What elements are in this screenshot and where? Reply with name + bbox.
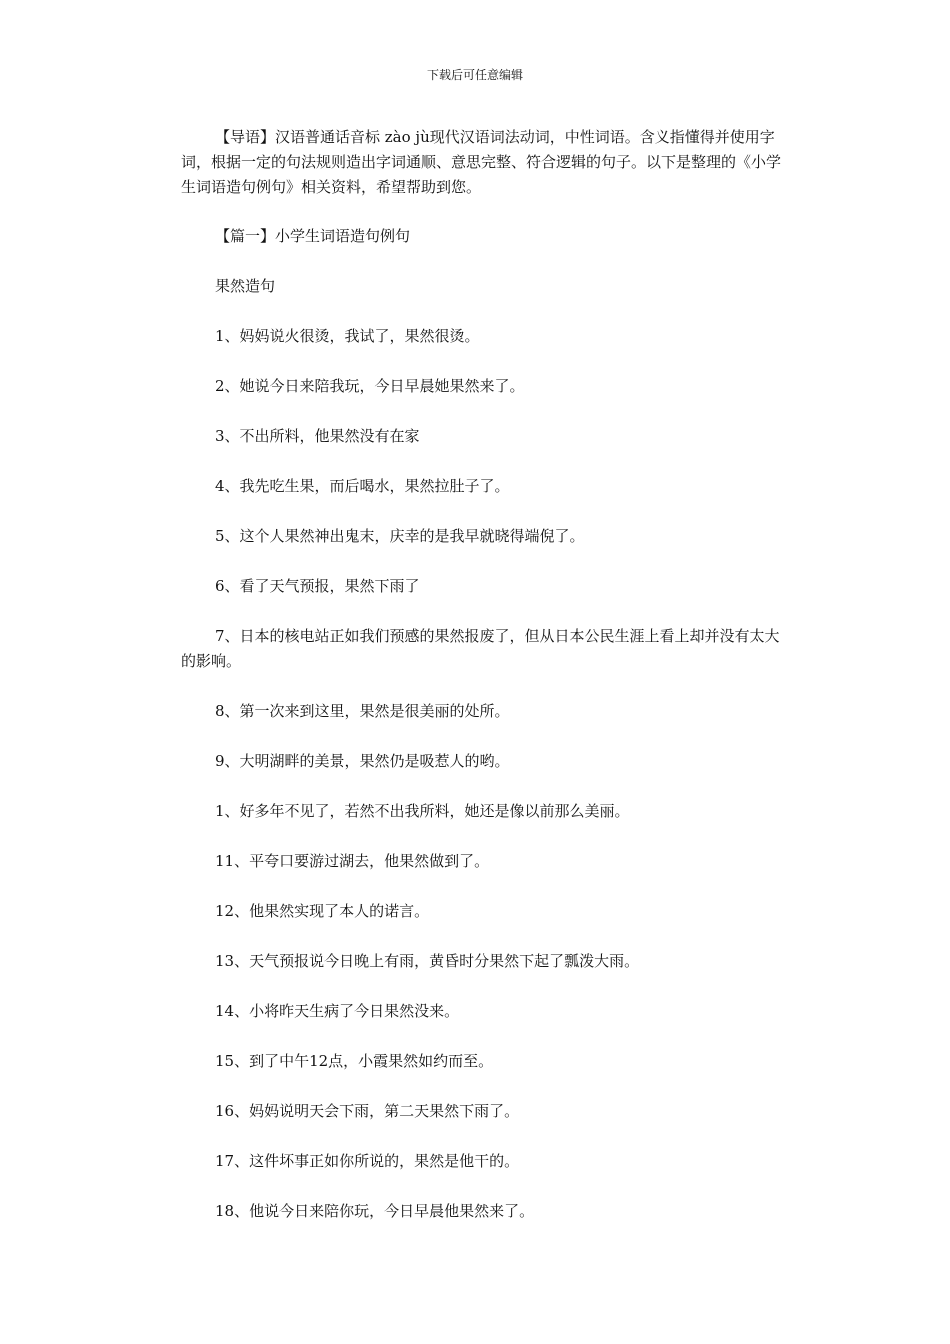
example-sentence: 11、平夸口要游过湖去，他果然做到了。 (215, 852, 490, 870)
example-sentence: 16、妈妈说明天会下雨，第二天果然下雨了。 (215, 1102, 520, 1120)
sub-title: 果然造句 (215, 277, 276, 295)
example-sentence: 1、妈妈说火很烫，我试了，果然很烫。 (215, 327, 480, 345)
example-sentence: 17、这件坏事正如你所说的，果然是他干的。 (215, 1152, 520, 1170)
example-sentence: 9、大明湖畔的美景，果然仍是吸惹人的哟。 (215, 752, 510, 770)
example-sentence: 13、天气预报说今日晚上有雨，黄昏时分果然下起了瓢泼大雨。 (215, 952, 640, 970)
example-sentence: 6、看了天气预报，果然下雨了 (215, 577, 420, 595)
example-sentence: 7、日本的核电站正如我们预感的果然报废了，但从日本公民生涯上看上却并没有太大的影响。 (181, 627, 780, 670)
example-sentence: 1、好多年不见了，若然不出我所料，她还是像以前那么美丽。 (215, 802, 630, 820)
example-sentence: 12、他果然实现了本人的诺言。 (215, 902, 430, 920)
document-body (181, 125, 781, 1249)
section-title: 【篇一】小学生词语造句例句 (215, 227, 411, 245)
example-sentence: 14、小将昨天生病了今日果然没来。 (215, 1002, 460, 1020)
example-sentence: 15、到了中午12点，小霞果然如约而至。 (215, 1052, 494, 1070)
example-sentence: 4、我先吃生果，而后喝水，果然拉肚子了。 (215, 477, 510, 495)
example-sentence: 18、他说今日来陪你玩，今日早晨他果然来了。 (215, 1202, 535, 1220)
intro-paragraph: 【导语】汉语普通话音标 zào jù现代汉语词法动词，中性词语。含义指懂得并使用字词，根据一定的句法规则造出字词通顺、意思完整、符合逻辑的句子。以下是整理的《小学生词语造句例句》相关资料，希望帮助到您。 (181, 128, 782, 196)
example-sentence: 2、她说今日来陪我玩，今日早晨她果然来了。 (215, 377, 525, 395)
example-sentence: 5、这个人果然神出鬼末，庆幸的是我早就晓得端倪了。 (215, 527, 585, 545)
example-sentence: 8、第一次来到这里，果然是很美丽的处所。 (215, 702, 510, 720)
example-sentence: 3、不出所料，他果然没有在家 (215, 427, 420, 445)
page-header: 下载后可任意编辑 (426, 68, 523, 82)
